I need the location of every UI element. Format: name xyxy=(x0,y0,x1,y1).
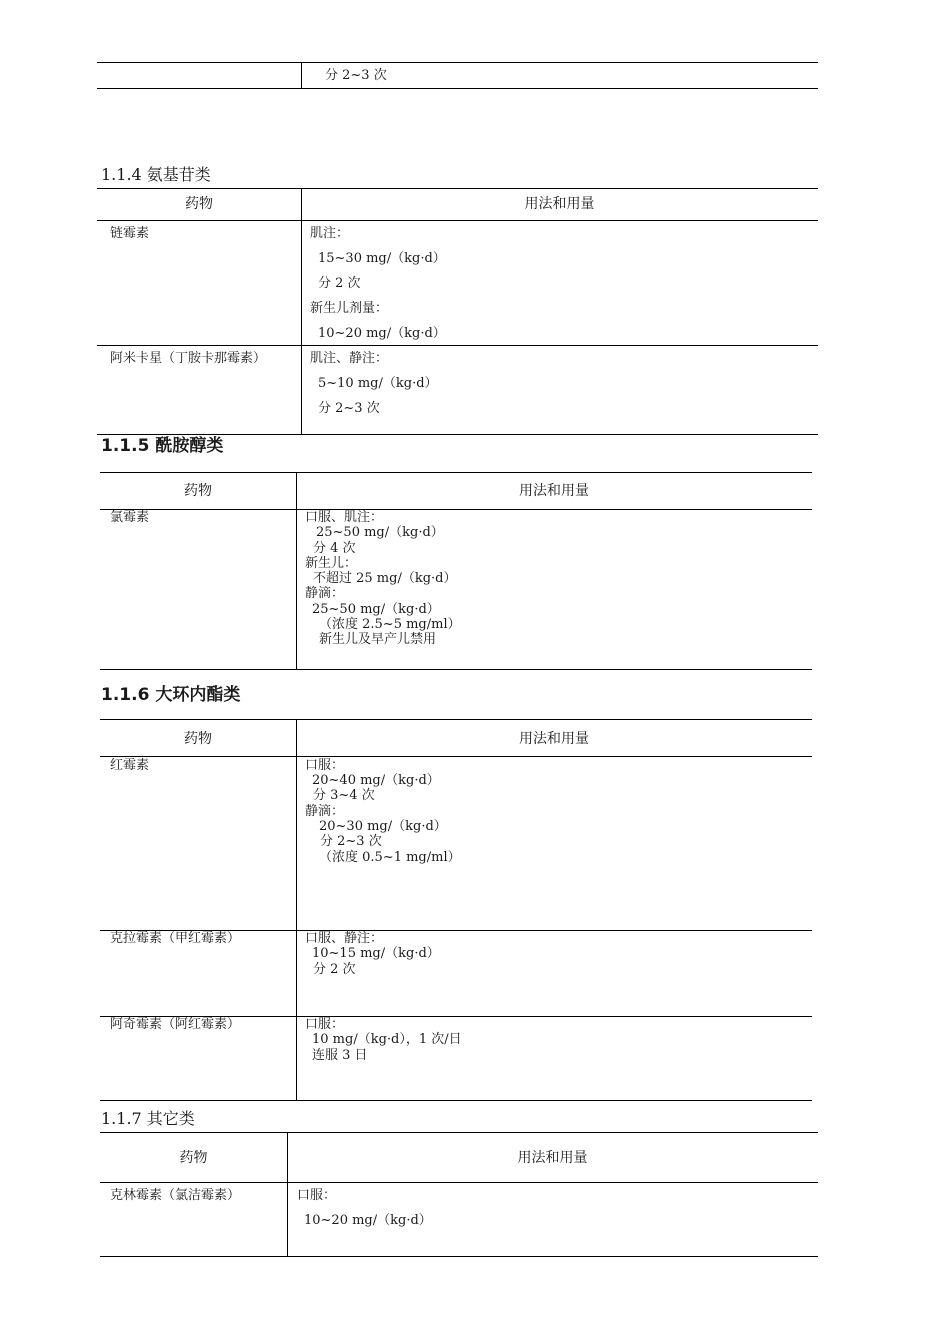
dosage-line: 连服 3 日 xyxy=(312,1048,368,1063)
dosage-line: 新生儿剂量： xyxy=(310,301,389,316)
column-header-drug: 药物 xyxy=(184,731,212,747)
drug-name: 链霉素 xyxy=(110,226,150,241)
dosage-line: 分 2~3 次 xyxy=(325,68,387,83)
dosage-line: 分 2~3 次 xyxy=(320,834,382,849)
dosage-line: 口服、静注： xyxy=(305,931,384,946)
dosage-line: 口服、肌注： xyxy=(305,510,384,525)
column-header-usage: 用法和用量 xyxy=(519,731,589,747)
header-divider xyxy=(100,1182,818,1183)
dosage-line: 20~40 mg/（kg·d） xyxy=(312,773,440,788)
section-heading-1-1-5: 1.1.5 酰胺醇类 xyxy=(101,436,224,456)
table-border-bottom xyxy=(100,669,812,670)
drug-name: 红霉素 xyxy=(110,758,150,773)
dosage-line: 肌注、静注： xyxy=(310,351,389,366)
column-header-usage: 用法和用量 xyxy=(524,196,595,212)
column-divider xyxy=(301,188,302,434)
section-heading-1-1-6: 1.1.6 大环内酯类 xyxy=(101,685,241,705)
dosage-line: 新生儿及早产儿禁用 xyxy=(319,632,437,647)
table-border-bottom xyxy=(97,434,818,435)
drug-name: 阿奇霉素（阿红霉素） xyxy=(110,1017,241,1032)
column-divider xyxy=(296,472,297,669)
header-divider xyxy=(97,220,818,221)
section-heading-1-1-7: 1.1.7 其它类 xyxy=(101,1109,195,1128)
table-border-top xyxy=(100,1132,818,1133)
drug-name: 氯霉素 xyxy=(110,510,150,525)
dosage-line: 分 4 次 xyxy=(313,541,356,556)
column-divider xyxy=(301,62,302,88)
table-border-top xyxy=(97,62,818,63)
drug-name: 克拉霉素（甲红霉素） xyxy=(110,931,241,946)
dosage-line: 15~30 mg/（kg·d） xyxy=(318,251,446,266)
dosage-line: 10~15 mg/（kg·d） xyxy=(312,946,440,961)
column-header-drug: 药物 xyxy=(184,483,212,499)
drug-name: 阿米卡星（丁胺卡那霉素） xyxy=(110,351,267,366)
dosage-line: 25~50 mg/（kg·d） xyxy=(312,602,440,617)
row-divider xyxy=(97,345,818,346)
dosage-line: 分 2 次 xyxy=(313,962,356,977)
dosage-line: 25~50 mg/（kg·d） xyxy=(316,525,444,540)
column-header-drug: 药物 xyxy=(185,196,213,212)
dosage-line: 肌注： xyxy=(310,226,350,241)
dosage-line: 分 2~3 次 xyxy=(318,401,380,416)
dosage-line: 静滴： xyxy=(305,804,345,819)
drug-name: 克林霉素（氯洁霉素） xyxy=(110,1188,241,1203)
section-heading-1-1-4: 1.1.4 氨基苷类 xyxy=(101,165,211,184)
table-border-top xyxy=(100,472,812,473)
table-border-bottom xyxy=(97,88,818,89)
dosage-line: 口服： xyxy=(305,758,345,773)
dosage-line: （浓度 2.5~5 mg/ml） xyxy=(319,617,461,632)
header-divider xyxy=(100,509,812,510)
column-divider xyxy=(296,719,297,1100)
dosage-line: 10~20 mg/（kg·d） xyxy=(318,326,446,341)
table-border-top xyxy=(100,719,812,720)
dosage-line: 分 2 次 xyxy=(318,276,361,291)
dosage-line: 口服： xyxy=(297,1188,337,1203)
dosage-line: 静滴： xyxy=(305,586,345,601)
dosage-line: 新生儿： xyxy=(305,556,358,571)
table-border-top xyxy=(97,188,818,189)
table-border-bottom xyxy=(100,1100,812,1101)
dosage-line: 5~10 mg/（kg·d） xyxy=(318,376,438,391)
column-divider xyxy=(287,1132,288,1256)
column-header-usage: 用法和用量 xyxy=(517,1150,588,1166)
header-divider xyxy=(100,756,812,757)
dosage-line: 10 mg/（kg·d），1 次/日 xyxy=(312,1032,462,1047)
dosage-line: 口服： xyxy=(305,1017,345,1032)
dosage-line: （浓度 0.5~1 mg/ml） xyxy=(319,850,461,865)
dosage-line: 不超过 25 mg/（kg·d） xyxy=(313,571,457,586)
column-header-usage: 用法和用量 xyxy=(519,483,589,499)
dosage-line: 分 3~4 次 xyxy=(313,788,375,803)
dosage-line: 20~30 mg/（kg·d） xyxy=(319,819,447,834)
column-header-drug: 药物 xyxy=(179,1150,208,1166)
dosage-line: 10~20 mg/（kg·d） xyxy=(304,1213,432,1228)
table-border-bottom xyxy=(100,1256,818,1257)
